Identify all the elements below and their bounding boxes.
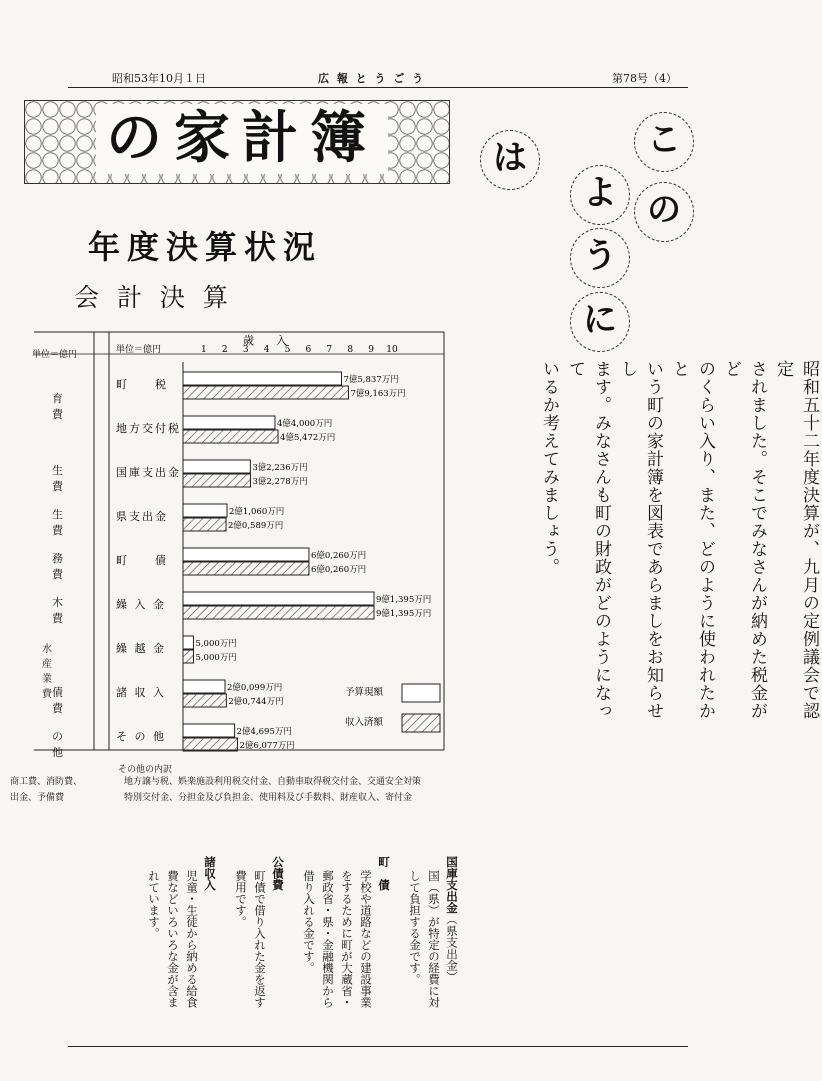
- data-label: 2億0,744万円: [228, 697, 284, 707]
- bar-received: [183, 694, 226, 707]
- bar-budget: [183, 636, 193, 649]
- title-circle: に: [570, 292, 630, 352]
- glossary-line: して負担する金です。: [408, 870, 422, 985]
- category-label: 町 税: [116, 378, 168, 391]
- tick-label: 10: [386, 345, 398, 355]
- banner-title: の家計簿: [96, 104, 388, 174]
- data-label: 2億6,077万円: [239, 741, 295, 751]
- category-label: 諸 収 入: [116, 686, 166, 699]
- title-circle: の: [634, 182, 694, 242]
- glossary-entry: [406, 856, 460, 1026]
- bar-received: [183, 650, 193, 663]
- legend-swatch-budget: [402, 684, 440, 702]
- glossary-line: 借り入れる金です。: [302, 870, 316, 974]
- glossary-line: をするために町が大蔵省・: [340, 870, 354, 1008]
- bar-budget: [183, 372, 341, 385]
- bar-received: [183, 386, 348, 399]
- glossary-entry: [232, 856, 286, 1026]
- glossary-line: 国（県）が特定の経費に対: [427, 870, 441, 1008]
- notes-left-1: 商工費、消防費、: [10, 777, 83, 787]
- intro-line: ます。みなさんも町の財政がどのようになって: [565, 360, 611, 720]
- bar-received: [183, 562, 309, 575]
- paper-name: 広 報 と う ご う: [318, 72, 426, 85]
- bar-budget: [183, 504, 227, 517]
- issue-number: 第78号（4）: [612, 72, 677, 85]
- bar-received: [183, 430, 278, 443]
- notes-line-2: 特別交付金、分担金及び負担金、使用料及び手数料、財産収入、寄付金: [124, 793, 413, 803]
- notes-left-2: 出金、予備費: [10, 793, 65, 803]
- bar-budget: [183, 724, 235, 737]
- bar-budget: [183, 548, 309, 561]
- intro-line: いるか考えてみましょう。: [539, 360, 559, 576]
- category-label: 国庫支出金: [116, 466, 181, 479]
- data-label: 7億9,163万円: [350, 389, 406, 399]
- glossary-term: [202, 856, 218, 1026]
- glossary-term-suffix: （県支出金）: [445, 913, 459, 983]
- tick-label: 9: [368, 345, 374, 355]
- title-circle: は: [480, 130, 540, 190]
- data-label: 6億0,260万円: [310, 551, 367, 561]
- intro-line: いう町の家計簿を図表であらましをお知らせし: [617, 360, 663, 720]
- bar-received: [183, 738, 238, 751]
- glossary: [120, 856, 460, 1026]
- category-label: 繰 越 金: [116, 642, 166, 655]
- header-rule: [68, 87, 688, 88]
- tick-label: 1: [201, 345, 207, 355]
- glossary-entry: [145, 856, 218, 1026]
- left-label: 生 費: [52, 508, 102, 537]
- glossary-line: 学校や道路などの建設事業: [359, 870, 373, 1008]
- bar-received: [183, 518, 226, 531]
- category-label: 繰 入 金: [116, 598, 166, 611]
- category-label: 県支出金: [116, 510, 168, 523]
- left-label: 務 費: [52, 552, 102, 581]
- intro-line: されました。そこでみなさんが納めた税金がど: [721, 360, 767, 720]
- bar-received: [183, 474, 250, 487]
- notes-line-1: 地方譲与税、娯楽施設利用税交付金、自動車取得税交付金、交通安全対策: [124, 777, 422, 787]
- glossary-term-text: 国庫支出金: [445, 856, 459, 914]
- data-label: 6億0,260万円: [310, 565, 367, 575]
- bar-budget: [183, 592, 374, 605]
- glossary-term: [444, 856, 460, 1026]
- intro-line: 昭和五十二年度決算が、九月の定例議会で認定: [773, 360, 819, 720]
- issue-date: 昭和53年10月１日: [112, 72, 206, 85]
- tick-label: 7: [326, 345, 333, 355]
- revenue-chart: [0, 322, 450, 760]
- chart-unit: 単位＝億円: [116, 345, 162, 355]
- bar-received: [183, 606, 374, 619]
- glossary-line: れています。: [147, 870, 161, 939]
- tick-label: 4: [263, 345, 270, 355]
- glossary-term-text: 町 債: [377, 856, 391, 891]
- bar-budget: [183, 680, 225, 693]
- category-label: そ の 他: [116, 730, 166, 743]
- data-label: 2億0,099万円: [227, 683, 283, 693]
- legend-label: 収入済額: [345, 717, 384, 728]
- bar-budget: [183, 416, 275, 429]
- notes-heading: その他の内訳: [118, 765, 173, 775]
- glossary-term-text: 諸収入: [203, 856, 217, 891]
- left-label: 債 費: [52, 686, 102, 715]
- left-unit: 単位＝億円: [32, 350, 78, 360]
- footer-rule: [68, 1046, 688, 1047]
- data-label: 4億5,472万円: [280, 433, 336, 443]
- data-label: 5,000万円: [195, 639, 237, 649]
- data-label: 3億2,278万円: [252, 477, 308, 487]
- title-circle: よ: [570, 165, 630, 225]
- bar-budget: [183, 460, 250, 473]
- tick-label: 3: [242, 345, 249, 355]
- glossary-term: [376, 856, 392, 1026]
- section-subtitle: 年度決算状況: [88, 228, 323, 266]
- legend-label: 予算現額: [345, 687, 384, 698]
- data-label: 9億1,395万円: [376, 609, 432, 619]
- tick-label: 6: [305, 345, 312, 355]
- left-label: の 他: [52, 730, 102, 759]
- tick-label: 2: [221, 345, 228, 355]
- tick-label: 8: [347, 345, 354, 355]
- intro-line: のくらい入り、また、どのように使われたかと: [669, 360, 715, 720]
- data-label: 2億4,695万円: [236, 727, 292, 737]
- left-label: 水産業費: [42, 644, 53, 700]
- glossary-entry: [300, 856, 392, 1026]
- data-label: 9億1,395万円: [376, 595, 432, 605]
- title-circle: う: [570, 228, 630, 288]
- chart-title: 歳 入: [243, 334, 287, 347]
- category-label: 地方交付税: [116, 422, 181, 435]
- glossary-line: 費などいろいろな金が含ま: [166, 870, 180, 1008]
- glossary-term: [270, 856, 286, 1026]
- section-subsection: 会 計 決 算: [74, 283, 233, 312]
- legend-swatch-received: [402, 714, 440, 732]
- left-label: 育 費: [52, 392, 102, 421]
- left-label: 木 費: [52, 596, 102, 625]
- glossary-line: 町債で借り入れた金を返す: [253, 870, 267, 1008]
- glossary-term-text: 公債費: [271, 856, 285, 891]
- tick-label: 5: [284, 345, 291, 355]
- data-label: 3億2,236万円: [252, 463, 308, 473]
- data-label: 2億0,589万円: [228, 521, 284, 531]
- title-circle: こ: [634, 112, 694, 172]
- glossary-line: 費用です。: [234, 870, 248, 928]
- intro-text: [536, 360, 822, 720]
- data-label: 5,000万円: [195, 653, 237, 663]
- data-label: 4億4,000万円: [276, 419, 333, 429]
- glossary-line: 児童・生徒から納める給食: [185, 870, 199, 1008]
- left-label: 生 費: [52, 464, 102, 493]
- data-label: 2億1,060万円: [229, 507, 285, 517]
- glossary-line: 郵政省・県・金融機関から: [321, 870, 335, 1008]
- data-label: 7億5,837万円: [343, 375, 399, 385]
- category-label: 町 債: [116, 554, 168, 567]
